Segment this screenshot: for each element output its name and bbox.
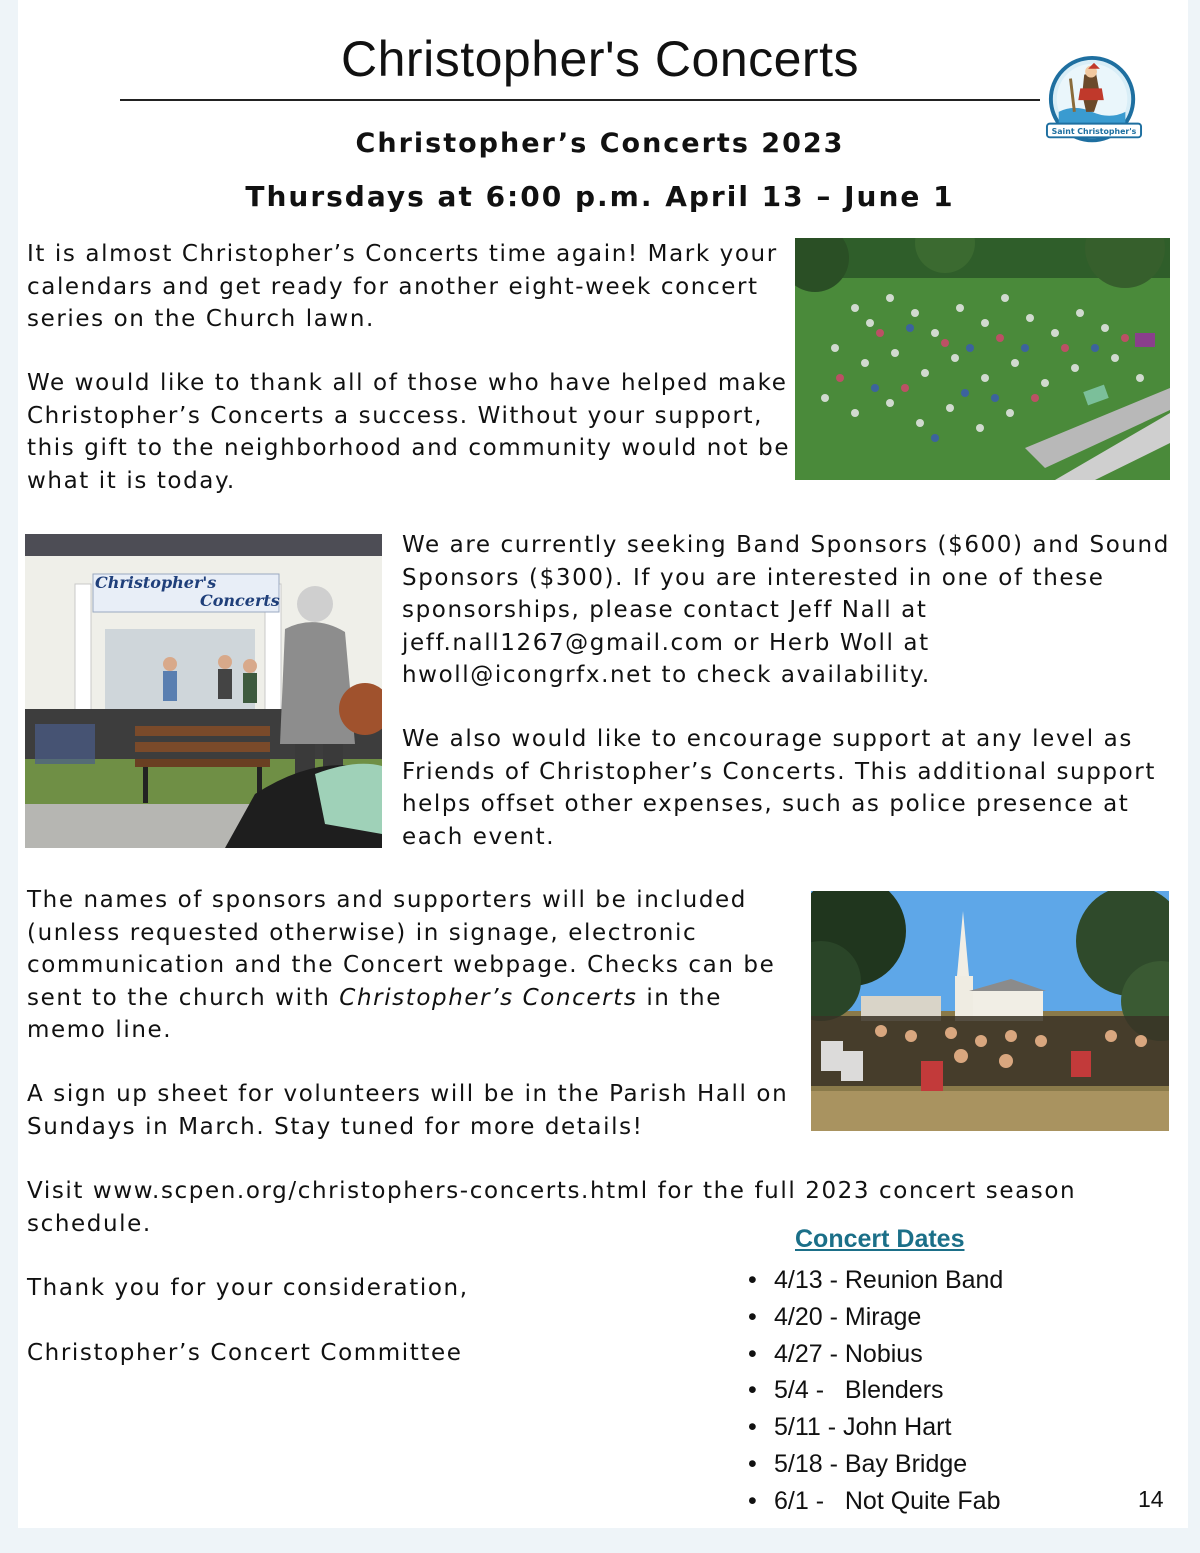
thanks-paragraph: We would like to thank all of those who have helped make Christopher’s Concerts a success. Without your support, this gift to the neighborhood and community would not be what it is today.: [27, 370, 791, 494]
stage-banner-line1: Christopher's: [95, 573, 217, 592]
intro-paragraph: It is almost Christopher’s Concerts time again! Mark your calendars and get ready for another eight-week concert series on the Church lawn.: [27, 241, 778, 332]
concert-dates-list: [748, 1262, 1003, 1520]
page-number: 14: [1138, 1486, 1164, 1512]
concert-date-item: • 5/18 - Bay Bridge: [748, 1446, 1003, 1483]
subtitle-year: Christopher’s Concerts 2023: [355, 128, 845, 159]
friends-paragraph: We also would like to encourage support at any level as Friends of Christopher’s Concerts. This additional support helps offset other expenses, such as police presence at each event.: [402, 726, 1156, 850]
concert-date-item: • 5/4 - Blenders: [748, 1372, 1003, 1409]
page-title: Christopher's Concerts: [341, 31, 859, 87]
subtitle-schedule: Thursdays at 6:00 p.m. April 13 – June 1: [245, 180, 955, 213]
concert-date-item: • 4/27 - Nobius: [748, 1336, 1003, 1373]
concert-dates-title: Concert Dates: [795, 1225, 965, 1253]
logo-text: Saint Christopher's: [1051, 126, 1137, 136]
title-divider: [120, 99, 1040, 101]
church-lawn-photo: [811, 891, 1169, 1131]
recognition-text-end: in the memo line.: [27, 984, 722, 1043]
signature-committee: Christopher’s Concert Committee: [27, 1340, 463, 1366]
closing-line: Thank you for your consideration,: [27, 1275, 469, 1301]
stage-banner-line2: Concerts: [200, 591, 280, 610]
recognition-text-start: The names of sponsors and supporters will be included (unless requested otherwise) in signage, electronic communication and the Concert webpage. Checks can be sent to the church with: [27, 887, 776, 1011]
concert-date-item: • 5/11 - John Hart: [748, 1409, 1003, 1446]
stage-band-photo: [25, 534, 382, 848]
concert-date-item: • 4/20 - Mirage: [748, 1299, 1003, 1336]
recognition-paragraph: [27, 884, 807, 1047]
concert-date-item: • 6/1 - Not Quite Fab: [748, 1483, 1003, 1520]
volunteers-paragraph: A sign up sheet for volunteers will be in the Parish Hall on Sundays in March. Stay tuned for more details!: [27, 1081, 789, 1140]
sponsors-paragraph: We are currently seeking Band Sponsors ($600) and Sound Sponsors ($300). If you are interested in one of these sponsorships, please contact Jeff Nall at jeff.nall1267@gmail.com or Herb Woll at hwoll@icongrfx.net to check availability.: [402, 532, 1170, 688]
aerial-crowd-photo: [795, 238, 1170, 480]
memo-line-name: Christopher’s Concerts: [339, 984, 638, 1011]
concert-date-item: • 4/13 - Reunion Band: [748, 1262, 1003, 1299]
website-paragraph: Visit www.scpen.org/christophers-concerts.html for the full 2023 concert season schedule.: [27, 1178, 1077, 1237]
